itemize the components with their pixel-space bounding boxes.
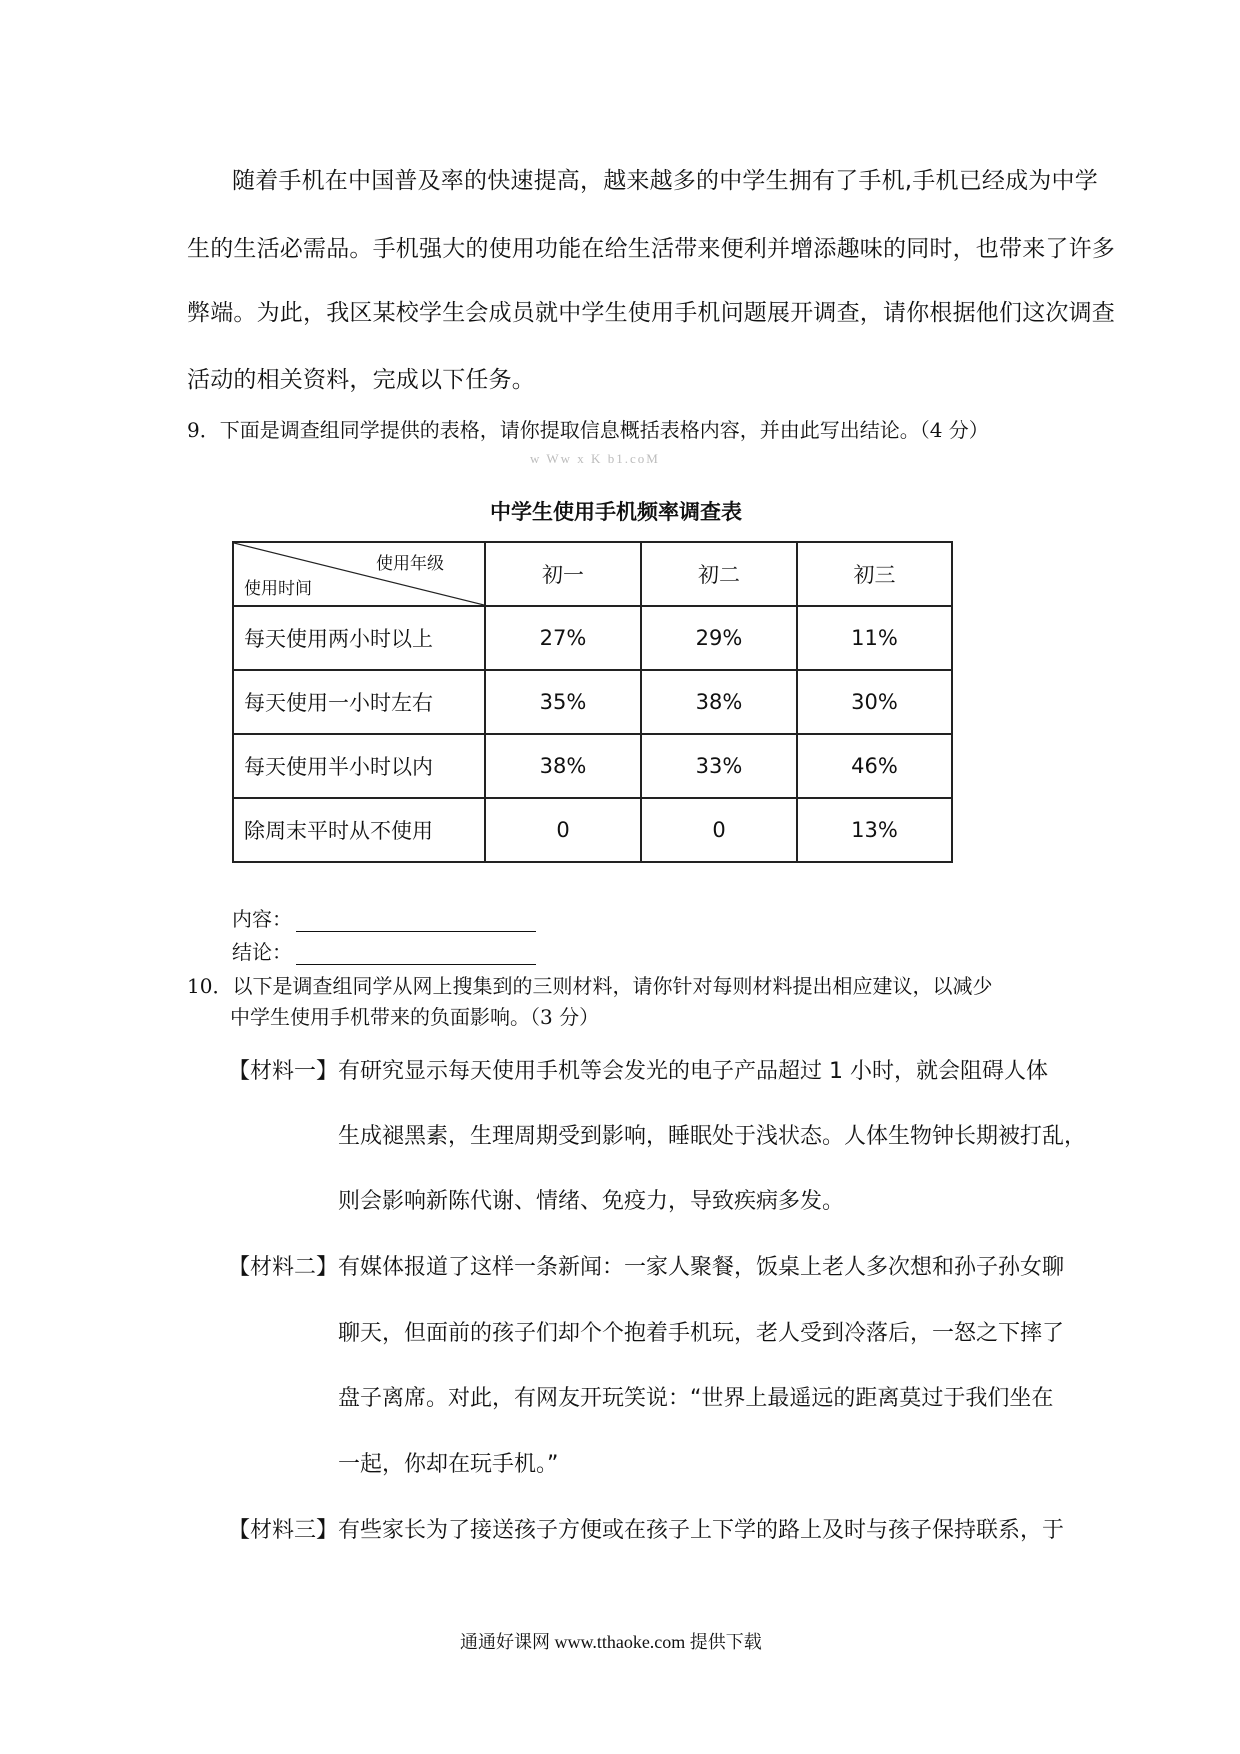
table-cell: 46% <box>797 734 952 798</box>
watermark-text: w Ww x K b1.coM <box>530 451 660 466</box>
question-9: 9．下面是调查组同学提供的表格，请你提取信息概括表格内容，并由此写出结论。（4 分） <box>187 418 989 442</box>
survey-table <box>232 541 953 863</box>
table-cell: 0 <box>485 798 641 862</box>
material-3-line: 有些家长为了接送孩子方便或在孩子上下学的路上及时与孩子保持联系，于 <box>338 1518 1065 1543</box>
material-1-line: 则会影响新陈代谢、情绪、免疫力，导致疾病多发。 <box>338 1189 845 1214</box>
table-row <box>233 670 952 734</box>
table-cell: 30% <box>797 670 952 734</box>
column-header: 初二 <box>641 542 797 606</box>
page-footer: 通通好课网 www.tthaoke.com 提供下载 <box>460 1632 762 1652</box>
table-cell: 11% <box>797 606 952 670</box>
table-title: 中学生使用手机频率调查表 <box>490 500 742 524</box>
table-cell: 38% <box>641 670 797 734</box>
column-header: 初三 <box>797 542 952 606</box>
question-10-line-1: 10．以下是调查组同学从网上搜集到的三则材料，请你针对每则材料提出相应建议，以减少 <box>187 974 993 998</box>
material-2-tag: 【材料二】 <box>228 1255 339 1280</box>
table-cell: 13% <box>797 798 952 862</box>
conclusion-answer-line <box>232 936 536 965</box>
material-2-line: 盘子离席。对此，有网友开玩笑说：“世界上最遥远的距离莫过于我们坐在 <box>338 1386 1054 1411</box>
intro-line-3: 弊端。为此，我区某校学生会成员就中学生使用手机问题展开调查，请你根据他们这次调查 <box>187 300 1115 326</box>
table-row <box>233 734 952 798</box>
row-label: 每天使用半小时以内 <box>233 734 485 798</box>
diagonal-header-cell <box>233 542 485 606</box>
table-header-row <box>233 542 952 606</box>
material-1-line: 生成褪黑素，生理周期受到影响，睡眠处于浅状态。人体生物钟长期被打乱， <box>338 1124 1087 1149</box>
table-row <box>233 798 952 862</box>
table-cell: 27% <box>485 606 641 670</box>
material-2-line: 有媒体报道了这样一条新闻：一家人聚餐，饭桌上老人多次想和孙子孙女聊 <box>338 1255 1065 1280</box>
intro-line-4: 活动的相关资料，完成以下任务。 <box>187 367 535 393</box>
row-label: 每天使用一小时左右 <box>233 670 485 734</box>
conclusion-blank[interactable] <box>296 944 536 965</box>
question-10-line-2: 中学生使用手机带来的负面影响。（3 分） <box>230 1005 600 1029</box>
material-2-line: 聊天，但面前的孩子们却个个抱着手机玩，老人受到冷落后，一怒之下摔了 <box>338 1321 1065 1346</box>
material-1-tag: 【材料一】 <box>228 1059 339 1084</box>
content-blank[interactable] <box>296 911 536 932</box>
content-label: 内容： <box>232 907 292 931</box>
table-cell: 38% <box>485 734 641 798</box>
table-cell: 29% <box>641 606 797 670</box>
material-3-tag: 【材料三】 <box>228 1518 339 1543</box>
header-time-label: 使用时间 <box>244 579 312 599</box>
intro-line-1: 随着手机在中国普及率的快速提高，越来越多的中学生拥有了手机,手机已经成为中学 <box>232 168 1098 194</box>
intro-line-2: 生的生活必需品。手机强大的使用功能在给生活带来便利并增添趣味的同时，也带来了许多 <box>187 236 1115 262</box>
table-cell: 33% <box>641 734 797 798</box>
table-cell: 0 <box>641 798 797 862</box>
header-grade-label: 使用年级 <box>376 554 444 574</box>
conclusion-label: 结论： <box>232 940 292 964</box>
row-label: 除周末平时从不使用 <box>233 798 485 862</box>
material-2-line: 一起，你却在玩手机。” <box>338 1452 559 1477</box>
table-row <box>233 606 952 670</box>
content-answer-line <box>232 903 536 932</box>
material-1-line: 有研究显示每天使用手机等会发光的电子产品超过 1 小时，就会阻碍人体 <box>338 1059 1048 1084</box>
table-cell: 35% <box>485 670 641 734</box>
row-label: 每天使用两小时以上 <box>233 606 485 670</box>
column-header: 初一 <box>485 542 641 606</box>
